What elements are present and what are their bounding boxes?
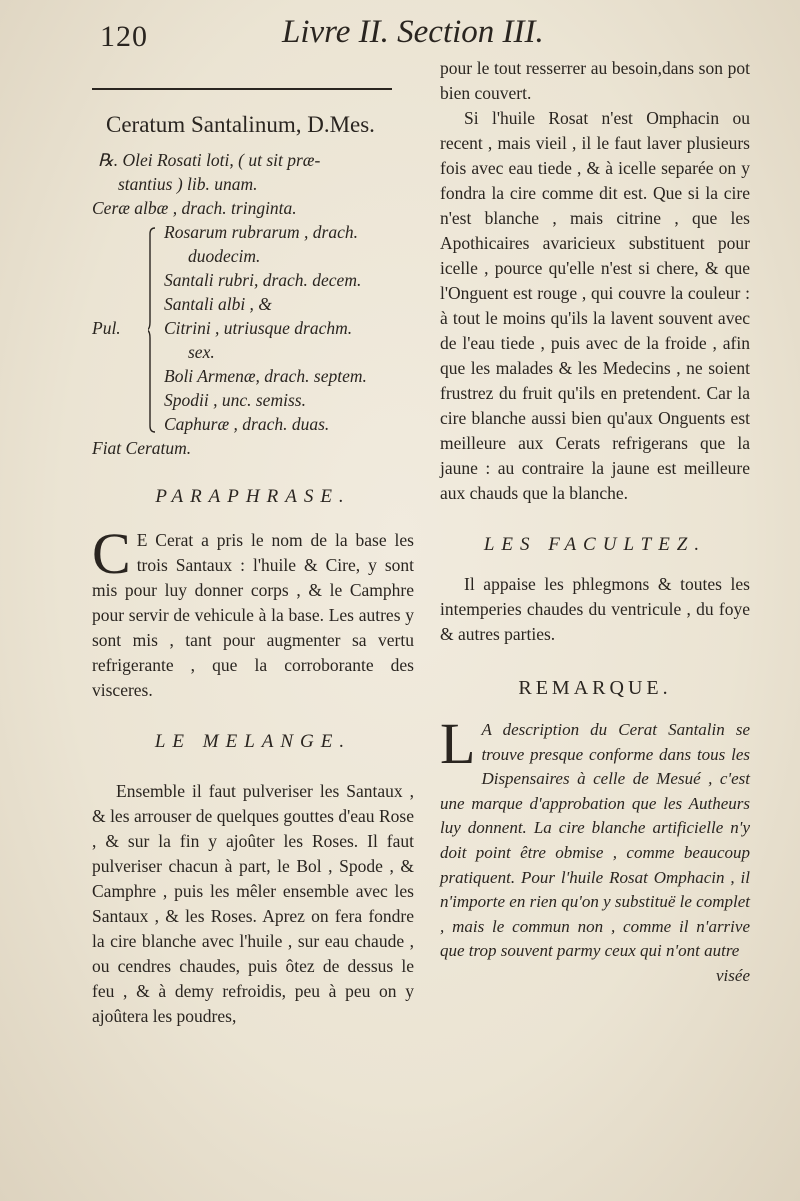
paraphrase-text — [92, 521, 414, 703]
left-column — [92, 78, 414, 1029]
pulvis-item: Santali rubri, drach. decem. — [164, 270, 362, 290]
drop-cap: L — [440, 711, 476, 776]
pulvis-item: duodecim. — [188, 246, 261, 266]
pulvis-items — [164, 220, 367, 436]
melange-heading: LE MELANGE. — [154, 731, 352, 752]
cire-paragraph: Si l'huile Rosat n'est Omphacin ou recent , mais vieil , il le faut laver plusieurs fois avec eau tiede , & à icelle separée on y fondra la cire comme dit est. Que si la cire n'est blanche , mais citrine , que les Apothicaires avaricieux substituent pour icelle , pource qu'elle n'est si chere, & que l'Onguent est rouge , qui couvre la couleur : à tout le moins qu'ils la lavent souvent avec de l'eau tiede , puis avec de la froide , afin que les malades & les Medecins , ne soient frustrez du fruit qu'ils en pretendent. Car la cire blanche aussi bien qu'aux Onguents est meilleure aux Cerats refrigerans que la jaune : au contraire la jaune est meilleure aux chauds que la blanche. — [440, 108, 750, 503]
page-header — [0, 14, 800, 54]
paraphrase-body: E Cerat a pris le nom de la base les trois Santaux : l'huile & Cire, y sont mis pour luy donner corps , & le Camphre pour servir de vehicule à la base. Les autres y sont mis , tant pour augmenter sa vertu refrigerante , que la corroborante des visceres. — [92, 530, 414, 700]
remarque-text — [440, 711, 750, 964]
pulvis-group — [92, 220, 414, 436]
running-title: Livre II. Section III. — [282, 14, 544, 50]
pulvis-label: Pul. — [92, 318, 121, 338]
title-rule — [92, 88, 392, 90]
pulvis-item: Boli Armenæ, drach. septem. — [164, 366, 367, 386]
right-column — [440, 56, 750, 989]
pulvis-item: Citrini , utriusque drachm. — [164, 318, 353, 338]
remarque-heading: REMARQUE. — [518, 677, 672, 699]
fiat-line: Fiat Ceratum. — [92, 438, 192, 458]
pulvis-item: sex. — [188, 342, 215, 362]
formula-line: stantius ) lib. unam. — [118, 174, 258, 194]
melange-text: Ensemble il faut pulveriser les Santaux , & les arrouser de quelques gouttes d'eau Rose , & sur la fin y ajoûter les Roses. Il faut pulveriser chacun à part, le Bol , Spode , & Camphre , puis les mêler ensemble avec les Santaux , & les Roses. Aprez on fera fondre la cire blanche avec l'huile , sur eau chaude , ou cendres chaudes, puis ôtez de dessus le feu , & à demy refroidis, peu à peu on y ajoûtera les poudres, — [92, 781, 414, 1026]
facultez-text: Il appaise les phlegmons & toutes les intemperies chaudes du ventricule , du foye & autres parties. — [440, 574, 750, 644]
continuation-text: pour le tout resserrer au besoin,dans son pot bien couvert. — [440, 58, 750, 103]
pulvis-item: Caphuræ , drach. duas. — [164, 414, 330, 434]
pulvis-item: Rosarum rubrarum , drach. — [164, 222, 358, 242]
catchword: visée — [716, 965, 750, 985]
paraphrase-heading: PARAPHRASE. — [155, 486, 351, 507]
page-number: 120 — [100, 20, 148, 53]
brace-icon — [148, 226, 156, 434]
pulvis-item: Spodii , unc. semiss. — [164, 390, 306, 410]
remarque-body: A description du Cerat Santalin se trouve presque conforme dans tous les Dispensaires à celle de Mesué , c'est une marque d'approbation que les Autheurs luy donnent. La cire blanche artificielle n'y doit point être obmise , comme beaucoup pratiquent. Pour l'huile Rosat Omphacin , il n'importe en rien qu'on y substituë le complet , mais le commun non , comme il n'arrive que trop souvent parmy ceux qui n'ont autre — [440, 720, 750, 961]
recipe-title: Ceratum Santalinum, D.Mes. — [106, 112, 375, 137]
formula-line: Ceræ albæ , drach. tringinta. — [92, 198, 297, 218]
drop-cap: C — [92, 521, 131, 586]
facultez-heading: LES FACULTEZ. — [483, 534, 707, 555]
recipe-formula — [92, 148, 414, 460]
formula-line: ℞. Olei Rosati loti, ( ut sit præ- — [98, 150, 321, 170]
pulvis-item: Santali albi , & — [164, 294, 272, 314]
